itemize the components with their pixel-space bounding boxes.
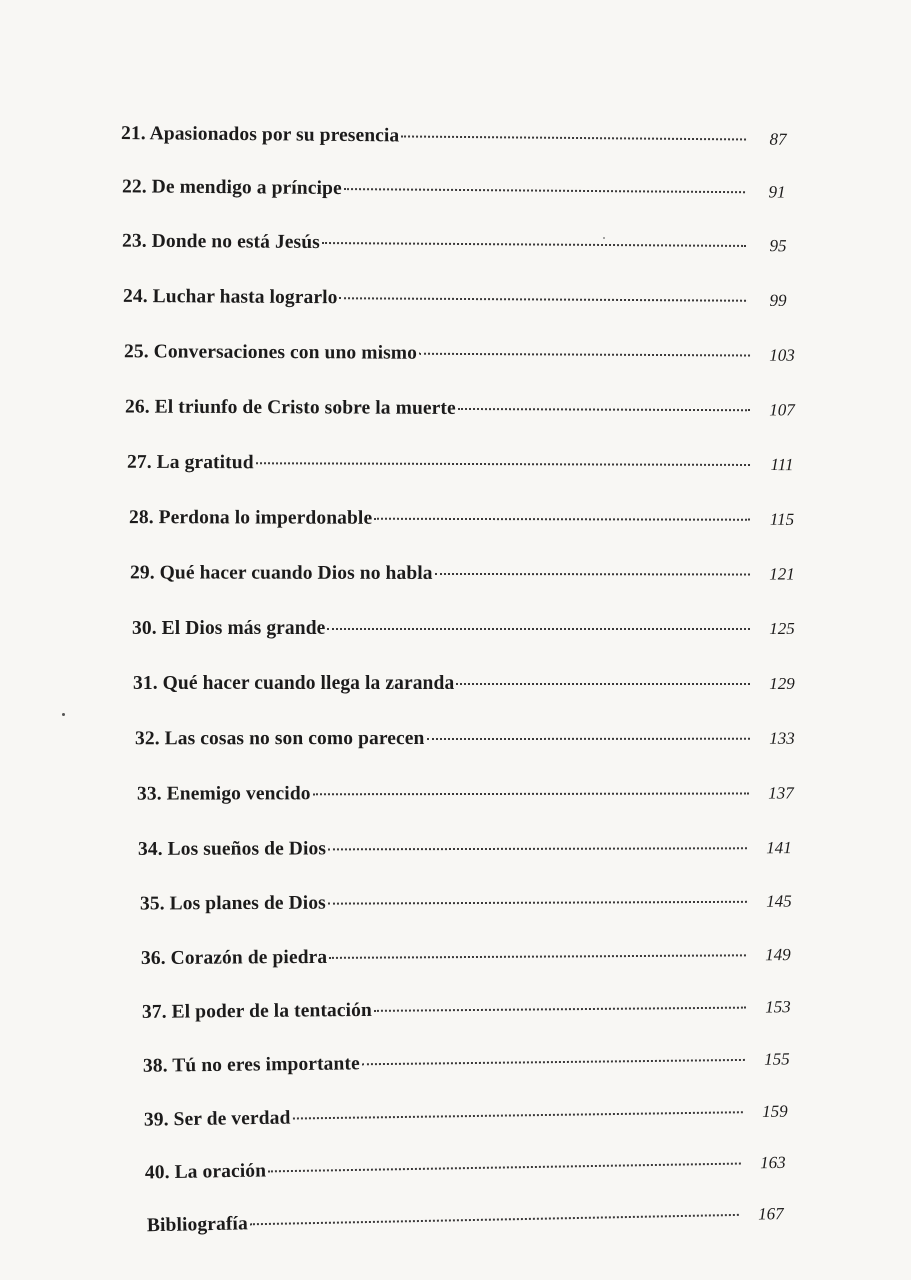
entry-page-number: 163 (759, 1152, 786, 1173)
toc-entry (140, 891, 807, 926)
paper-speck (62, 713, 65, 716)
dot-leader (456, 683, 750, 685)
toc-entry (121, 123, 806, 161)
entry-title: 35. Los planes de Dios (139, 892, 326, 915)
entry-page-number: 107 (769, 400, 795, 420)
dot-leader (313, 793, 749, 796)
toc-entry (133, 673, 810, 705)
entry-page-number: 141 (766, 838, 792, 858)
toc-entry (129, 507, 810, 541)
entry-title: 22. De mendigo a príncipe (121, 176, 342, 200)
dot-leader (362, 1059, 745, 1065)
dot-leader (328, 901, 747, 905)
entry-page-number: 137 (768, 783, 794, 803)
entry-title: 24. Luchar hasta lograrlo (122, 285, 338, 309)
entry-title: 33. Enemigo vencido (136, 783, 311, 805)
toc-entry (123, 286, 806, 322)
dot-leader (401, 135, 746, 140)
paper-speck (603, 237, 605, 239)
entry-title: 23. Donde no está Jesús (121, 230, 320, 253)
entry-title: 32. Las cosas no son como parecen (134, 728, 425, 750)
dot-leader (292, 1111, 742, 1119)
toc-entry (138, 837, 807, 871)
entry-page-number: 159 (762, 1101, 788, 1121)
toc-entry (132, 618, 810, 650)
toc-entry (135, 728, 810, 761)
entry-title: 28. Perdona lo imperdonable (128, 507, 373, 529)
dot-leader (458, 408, 750, 411)
toc-entry (130, 562, 810, 595)
entry-page-number: 99 (769, 290, 787, 310)
entry-page-number: 91 (768, 182, 786, 202)
toc-entry (125, 397, 810, 432)
dot-leader (374, 518, 750, 521)
dot-leader (374, 1007, 746, 1012)
toc-entry (141, 944, 806, 980)
entry-title: 39. Ser de verdad (143, 1107, 291, 1131)
entry-page-number: 103 (769, 345, 795, 365)
entry-title: 29. Qué hacer cuando Dios no habla (129, 562, 433, 584)
toc-entry (143, 1048, 805, 1088)
dot-leader (340, 297, 747, 301)
dot-leader (426, 738, 750, 740)
dot-leader (329, 954, 746, 959)
dot-leader (328, 847, 747, 850)
entry-title: 40. La oración (144, 1160, 267, 1184)
entry-page-number: 149 (765, 945, 791, 965)
entry-page-number: 145 (766, 891, 792, 911)
dot-leader (327, 628, 750, 630)
entry-page-number: 115 (769, 509, 795, 529)
dot-leader (419, 353, 750, 357)
toc-entry (127, 452, 810, 486)
entry-title: 26. El triunfo de Cristo sobre la muerte (124, 396, 456, 419)
entry-title: Bibliografía (146, 1213, 249, 1237)
toc-entry (122, 176, 805, 213)
entry-page-number: 95 (769, 236, 787, 256)
entry-page-number: 125 (769, 619, 795, 638)
toc-entry (124, 341, 810, 377)
toc-entry (144, 1100, 803, 1141)
entry-title: 37. El poder de la tentación (141, 999, 373, 1023)
entry-title: 31. Qué hacer cuando llega la zaranda (133, 673, 455, 694)
entry-page-number: 155 (764, 1049, 790, 1069)
dot-leader (250, 1214, 739, 1225)
entry-title: 30. El Dios más grande (132, 618, 326, 639)
entry-page-number: 133 (769, 728, 795, 748)
entry-title: 27. La gratitud (126, 451, 254, 474)
entry-page-number: 167 (757, 1204, 784, 1224)
dot-leader (344, 188, 745, 193)
entry-page-number: 111 (770, 455, 794, 475)
toc-entry (142, 996, 806, 1034)
entry-page-number: 153 (765, 997, 791, 1017)
dot-leader (435, 573, 750, 576)
entry-title: 36. Corazón de piedra (140, 946, 328, 970)
dot-leader (256, 462, 750, 466)
toc-entry (122, 231, 806, 268)
dot-leader (322, 242, 746, 247)
toc-entry (147, 1203, 799, 1248)
entry-title: 38. Tú no eres importante (142, 1053, 360, 1077)
entry-title: 21. Apasionados por su presencia (120, 123, 400, 147)
entry-page-number: 87 (769, 129, 787, 149)
entry-title: 25. Conversaciones con uno mismo (123, 341, 418, 364)
dot-leader (268, 1163, 741, 1173)
entry-title: 34. Los sueños de Dios (137, 838, 327, 860)
entry-page-number: 121 (769, 564, 795, 584)
entry-page-number: 129 (769, 674, 795, 693)
toc-entry (145, 1152, 801, 1195)
toc-entry (137, 782, 809, 815)
